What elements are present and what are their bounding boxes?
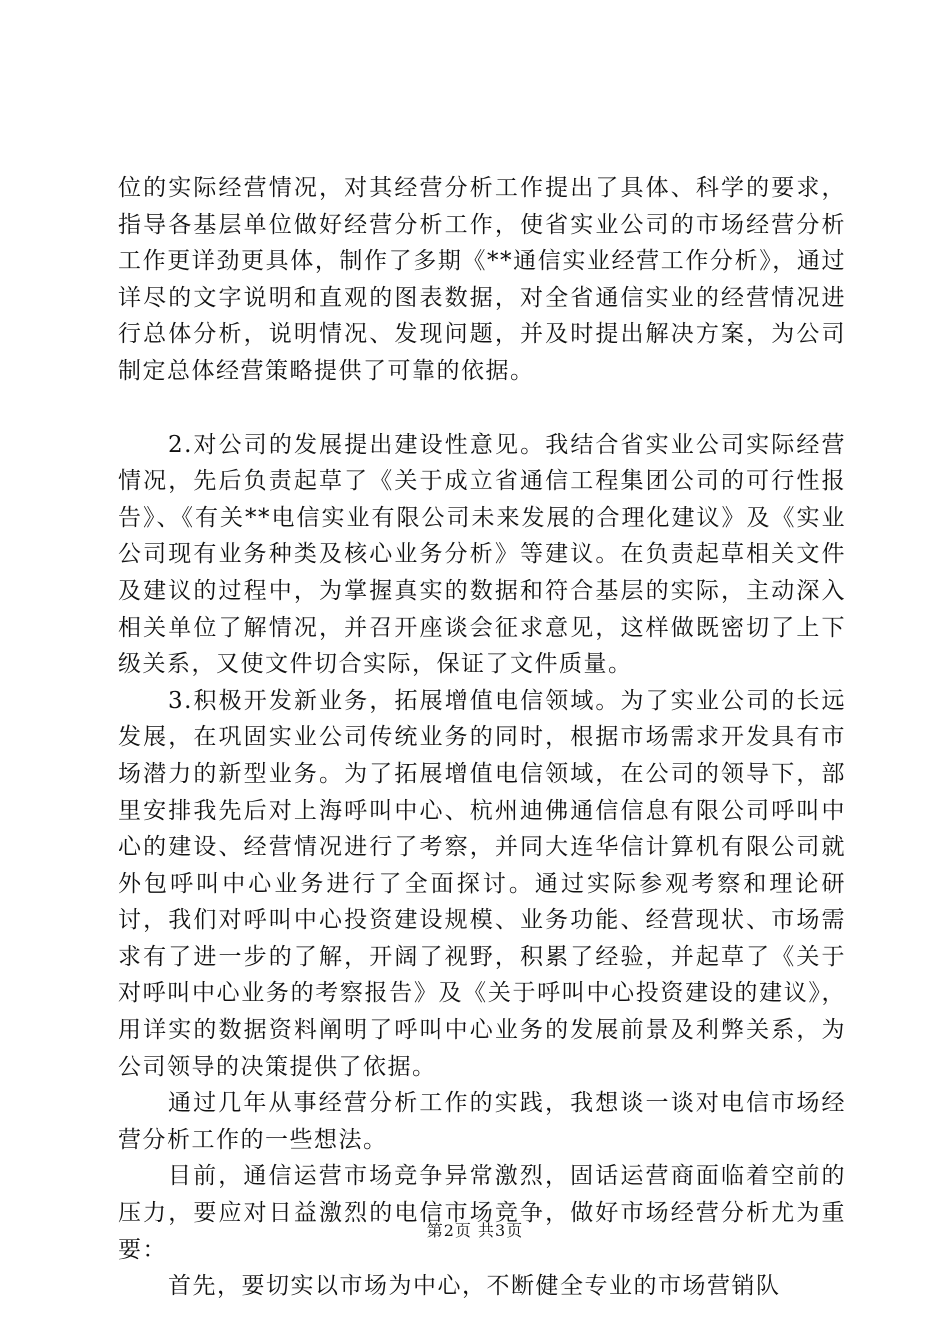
- paragraph-reflection-intro: 通过几年从事经营分析工作的实践，我想谈一谈对电信市场经营分析工作的一些想法。: [118, 1090, 846, 1153]
- paragraph-first-point: 首先，要切实以市场为中心，不断健全专业的市场营销队: [168, 1273, 781, 1300]
- page-footer: 第2页 共3页: [426, 1221, 524, 1240]
- paragraph-continuation: 位的实际经营情况，对其经营分析工作提出了具体、科学的要求，指导各基层单位做好经营分析工作，使省实业公司的市场经营分析工作更详劲更具体，制作了多期《**通信实业经营工作分析》，通过详尽的文字说明和直观的图表数据，对全省通信实业的经营情况进行总体分析，说明情况、发现问题，并及时提出解决方案，为公司制定总体经营策略提供了可靠的依据。: [118, 175, 846, 384]
- paragraph-market-situation: 目前，通信运营市场竞争异常激烈，固话运营商面临着空前的压力，要应对日益激烈的电信市场竞争，做好市场经营分析尤为重要：: [118, 1163, 846, 1263]
- paragraph-item-2: 2.对公司的发展提出建设性意见。我结合省实业公司实际经营情况，先后负责起草了《关于成立省通信工程集团公司的可行性报告》、《有关**电信实业有限公司未来发展的合理化建议》及《实业公司现有业务种类及核心业务分析》等建议。在负责起草相关文件及建议的过程中，为掌握真实的数据和符合基层的实际，主动深入相关单位了解情况，并召开座谈会征求意见，这样做既密切了上下级关系，又使文件切合实际，保证了文件质量。: [118, 431, 846, 678]
- paragraph-item-3: 3.积极开发新业务，拓展增值电信领域。为了实业公司的长远发展，在巩固实业公司传统业务的同时，根据市场需求开发具有市场潜力的新型业务。为了拓展增值电信领域，在公司的领导下，部里安排我先后对上海呼叫中心、杭州迪佛通信信息有限公司呼叫中心的建设、经营情况进行了考察，并同大连华信计算机有限公司就外包呼叫中心业务进行了全面探讨。通过实际参观考察和理论研讨，我们对呼叫中心投资建设规模、业务功能、经营现状、市场需求有了进一步的了解，开阔了视野，积累了经验，并起草了《关于对呼叫中心业务的考察报告》及《关于呼叫中心投资建设的建议》，用详实的数据资料阐明了呼叫中心业务的发展前景及利弊关系，为公司领导的决策提供了依据。: [118, 687, 846, 1080]
- document-body: [118, 170, 846, 1305]
